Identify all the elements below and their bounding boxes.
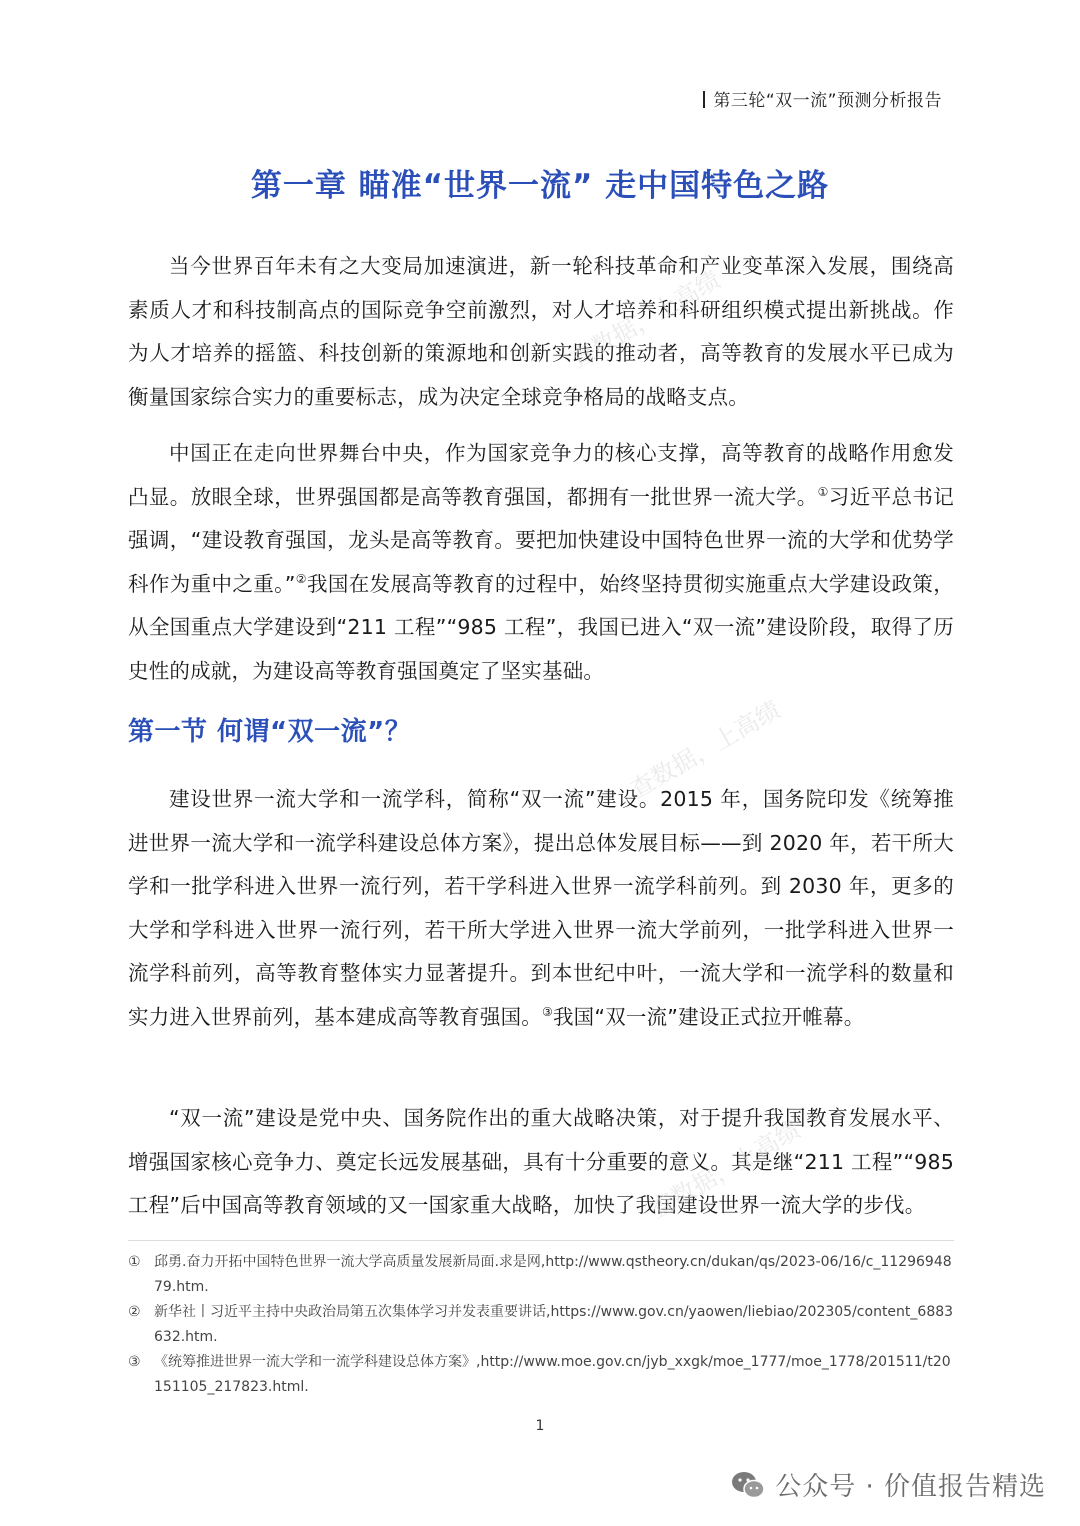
stamp-watermark: 查数据，上高绩 xyxy=(645,1115,805,1224)
paragraph-3 xyxy=(128,778,954,1039)
footnotes xyxy=(128,1250,954,1400)
footnote-divider xyxy=(128,1240,954,1241)
footnote-item xyxy=(128,1250,954,1300)
footnote-text[interactable]: 邱勇.奋力开拓中国特色世界一流大学高质量发展新局面.求是网,http://www.qstheory.cn/dukan/qs/2023-06/16/c_1129694879.htm. xyxy=(154,1254,952,1295)
section-title: 第一节 何谓“双一流”？ xyxy=(128,717,412,747)
footnote-item xyxy=(128,1350,954,1400)
footnote-text[interactable]: 新华社丨习近平主持中央政治局第五次集体学习并发表重要讲话,https://www.gov.cn/yaowen/liebiao/202305/content_6883632.htm. xyxy=(154,1304,954,1345)
paragraph-text-part: 习近平总书记强调，“建设教育强国，龙头是高等教育。要把加快建设中国特色世界一流的大学和优势学科作为重中之重。” xyxy=(128,484,954,596)
report-header xyxy=(703,86,942,111)
paragraph-text-part: 我国在发展高等教育的过程中，始终坚持贯彻实施重点大学建设政策，从全国重点大学建设到“211 工程”“985 工程”，我国已进入“双一流”建设阶段，取得了历史性的成就，为建设高等教育强国奠定了坚实基础。 xyxy=(128,571,955,683)
footnote-text[interactable]: 《统筹推进世界一流大学和一流学科建设总体方案》,http://www.moe.gov.cn/jyb_xxgk/moe_1777/moe_1778/201511/t20151105_217823.html. xyxy=(154,1354,951,1395)
report-title: 第三轮“双一流”预测分析报告 xyxy=(713,91,942,111)
paragraph-text: 当今世界百年未有之大变局加速演进，新一轮科技革命和产业变革深入发展，围绕高素质人才和科技制高点的国际竞争空前激烈，对人才培养和科研组织模式提出新挑战。作为人才培养的摇篮、科技创新的策源地和创新实践的推动者，高等教育的发展水平已成为衡量国家综合实力的重要标志，成为决定全球竞争格局的战略支点。 xyxy=(128,254,954,409)
watermark-text: 公众号 · 价值报告精选 xyxy=(775,1472,1046,1502)
paragraph-1 xyxy=(128,245,954,419)
paragraph-text-part: 建设世界一流大学和一流学科，简称“双一流”建设。2015 年，国务院印发《统筹推进世界一流大学和一流学科建设总体方案》，提出总体发展目标——到 2020 年，若干所大学和一批学科进入世界一流行列，若干学科进入世界一流学科前列。到 2030 年，更多的大学和学科进入世界一流行列，若干所大学进入世界一流大学前列，一批学科进入世界一流学科前列，高等教育整体实力显著提升。到本世纪中叶，一流大学和一流学科的数量和实力进入世界前列，基本建成高等教育强国。 xyxy=(128,787,954,1029)
stamp-watermark: 查数据，上高绩 xyxy=(565,265,725,374)
paragraph-text-part: 我国“双一流”建设正式拉开帷幕。 xyxy=(552,1004,865,1029)
footnote-item xyxy=(128,1300,954,1350)
footnote-mark: ③ xyxy=(128,1354,141,1370)
wechat-icon xyxy=(731,1470,765,1500)
footnote-ref-2[interactable]: ② xyxy=(295,571,307,586)
header-divider xyxy=(703,91,705,108)
page-number: 1 xyxy=(535,1418,545,1434)
paragraph-text xyxy=(128,778,954,1039)
wechat-watermark xyxy=(731,1466,1046,1503)
paragraph-text-part: 中国正在走向世界舞台中央，作为国家竞争力的核心支撑，高等教育的战略作用愈发凸显。放眼全球，世界强国都是高等教育强国，都拥有一批世界一流大学。 xyxy=(128,441,954,509)
paragraph-text: “双一流”建设是党中央、国务院作出的重大战略决策，对于提升我国教育发展水平、增强国家核心竞争力、奠定长远发展基础，具有十分重要的意义。其是继“211 工程”“985 工程”后中国高等教育领域的又一国家重大战略，加快了我国建设世界一流大学的步伐。 xyxy=(128,1106,954,1217)
footnote-mark: ② xyxy=(128,1304,141,1320)
footnote-ref-1[interactable]: ① xyxy=(817,484,829,499)
paragraph-text xyxy=(128,432,954,693)
paragraph-2 xyxy=(128,432,954,693)
footnote-ref-3[interactable]: ③ xyxy=(542,1004,553,1019)
paragraph-4 xyxy=(128,1097,954,1228)
chapter-title: 第一章 瞄准“世界一流” 走中国特色之路 xyxy=(250,168,830,204)
footnote-mark: ① xyxy=(128,1254,141,1270)
stamp-watermark: 查数据，上高绩 xyxy=(625,695,785,804)
